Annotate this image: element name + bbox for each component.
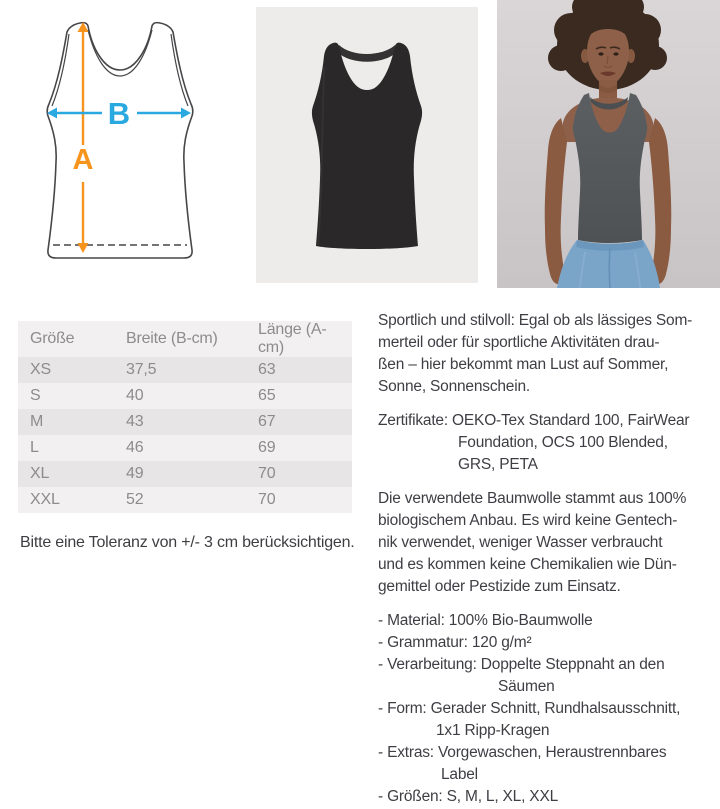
size-table-section [18, 321, 352, 513]
size-table-body [18, 357, 352, 513]
length-cell: 63 [258, 357, 352, 383]
size-row-m [18, 409, 352, 435]
description-block-2 [378, 410, 716, 476]
width-cell: 46 [126, 435, 258, 461]
description-line: 1x1 Ripp-Kragen [436, 722, 550, 739]
tank-top-measure-diagram [0, 0, 240, 290]
length-cell: 70 [258, 461, 352, 487]
description-line: und es kommen keine Chemikalien wie Dün- [378, 556, 677, 573]
product-photo-black [256, 7, 478, 283]
description-line: - Extras: Vorgewaschen, Heraustrennbares [378, 744, 667, 761]
size-row-xl [18, 461, 352, 487]
size-row-s [18, 383, 352, 409]
tolerance-note: Bitte eine Toleranz von +/- 3 cm berücksichtigen. [20, 534, 355, 551]
description-line: Foundation, OCS 100 Blended, [458, 434, 668, 451]
description-block-3 [378, 488, 716, 598]
length-cell: 65 [258, 383, 352, 409]
size-row-l [18, 435, 352, 461]
model-jeans [557, 240, 660, 288]
size-cell: L [18, 435, 126, 461]
column-header-length: Länge (A-cm) [258, 321, 352, 357]
size-cell: S [18, 383, 126, 409]
width-cell: 52 [126, 487, 258, 513]
description-line: Säumen [498, 678, 555, 695]
description-line: - Größen: S, M, L, XL, XXL [378, 788, 559, 805]
model-photo [497, 0, 720, 288]
column-header-size: Größe [18, 321, 126, 357]
description-line: Sportlich und stilvoll: Egal ob als lässiges Som- [378, 312, 693, 329]
measure-width-label: B [107, 96, 131, 131]
size-cell: XXL [18, 487, 126, 513]
size-diagram-image [0, 0, 240, 290]
product-description [378, 310, 716, 808]
description-line: Die verwendete Baumwolle stammt aus 100% [378, 490, 687, 507]
description-block-1 [378, 310, 716, 398]
description-line: nik verwendet, weniger Wasser verbraucht [378, 534, 663, 551]
black-tank-silhouette [312, 43, 422, 249]
description-line: - Form: Gerader Schnitt, Rundhalsausschnitt, [378, 700, 681, 717]
description-line: - Material: 100% Bio-Baumwolle [378, 612, 593, 629]
width-cell: 43 [126, 409, 258, 435]
model-wearing-tank-photo [497, 0, 720, 288]
description-line: Label [441, 766, 478, 783]
measure-length-label: A [72, 144, 94, 176]
description-block-4 [378, 610, 716, 808]
description-line: Sonne, Sonnenschein. [378, 378, 530, 395]
black-tank-top-photo [256, 7, 478, 283]
size-table [18, 321, 352, 513]
length-cell: 67 [258, 409, 352, 435]
description-line: ßen – hier bekommt man Lust auf Sommer, [378, 356, 669, 373]
width-cell: 40 [126, 383, 258, 409]
description-line: gemittel oder Pestizide zum Einsatz. [378, 578, 621, 595]
width-cell: 37,5 [126, 357, 258, 383]
description-line: - Verarbeitung: Doppelte Steppnaht an den [378, 656, 665, 673]
description-line: biologischem Anbau. Es wird keine Gentech- [378, 512, 678, 529]
length-cell: 69 [258, 435, 352, 461]
size-cell: XS [18, 357, 126, 383]
tank-outline-drawing [47, 23, 193, 258]
column-header-width: Breite (B-cm) [126, 321, 258, 357]
size-cell: XL [18, 461, 126, 487]
description-line: Zertifikate: OEKO-Tex Standard 100, FairWear [378, 412, 690, 429]
width-cell: 49 [126, 461, 258, 487]
description-line: - Grammatur: 120 g/m² [378, 634, 532, 651]
size-table-header-row [18, 321, 352, 357]
size-cell: M [18, 409, 126, 435]
description-line: merteil oder für sportliche Aktivitäten drau- [378, 334, 660, 351]
length-cell: 70 [258, 487, 352, 513]
size-row-xs [18, 357, 352, 383]
description-line: GRS, PETA [458, 456, 538, 473]
size-row-xxl [18, 487, 352, 513]
